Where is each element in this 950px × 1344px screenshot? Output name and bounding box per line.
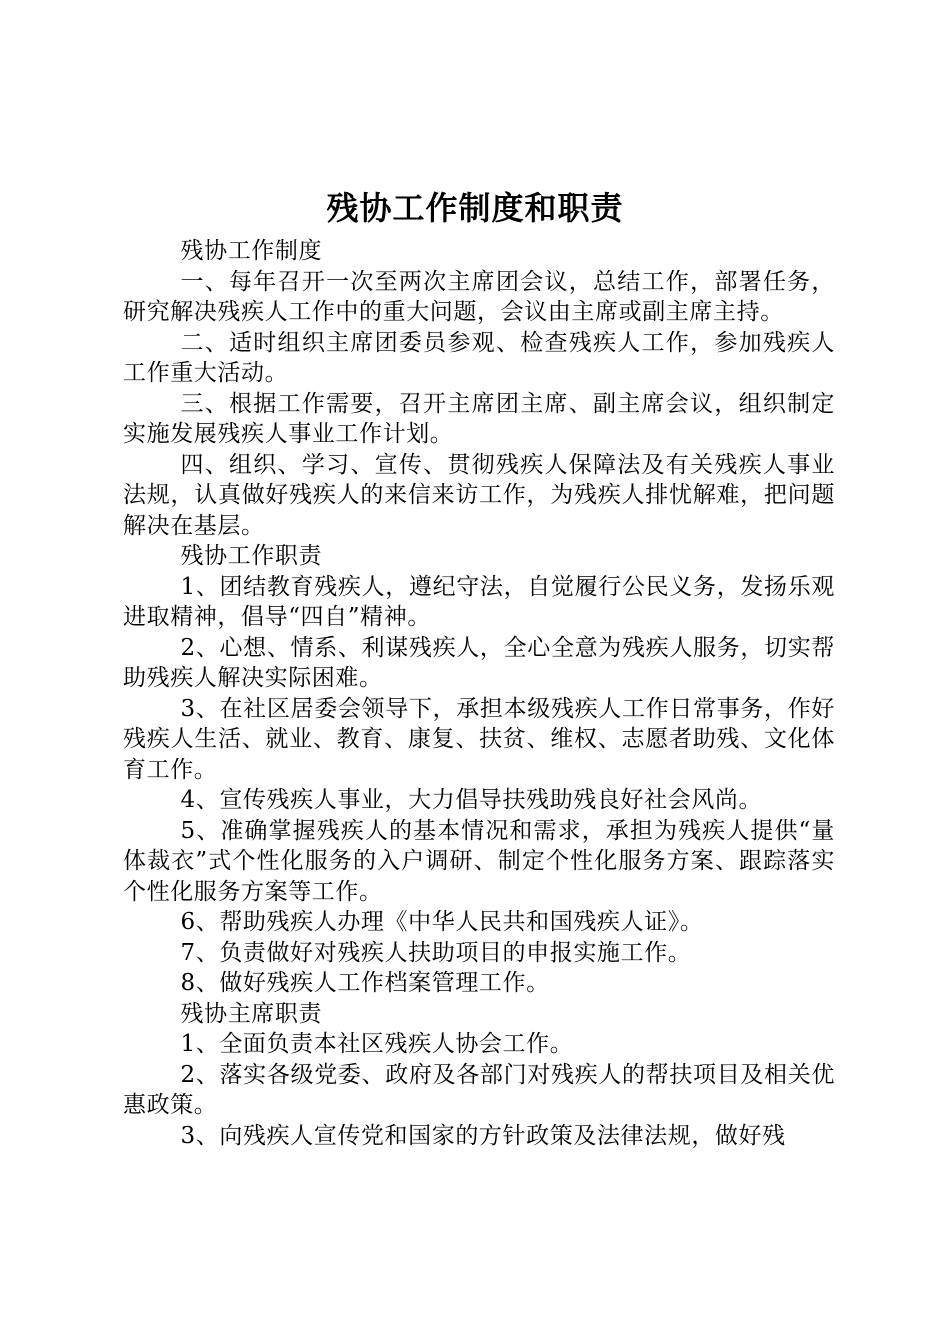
paragraph: 5、准确掌握残疾人的基本情况和需求，承担为残疾人提供“量体裁衣”式个性化服务的入户调研、制定个性化服务方案、跟踪落实个性化服务方案等工作。 <box>123 817 835 905</box>
paragraph: 2、心想、情系、利谋残疾人，全心全意为残疾人服务，切实帮助残疾人解决实际困难。 <box>123 634 835 691</box>
paragraph: 6、帮助残疾人办理《中华人民共和国残疾人证》。 <box>180 909 704 935</box>
paragraph: 四、组织、学习、宣传、贯彻残疾人保障法及有关残疾人事业法规，认真做好残疾人的来信来访工作，为残疾人排忧解难，把问题解决在基层。 <box>123 451 835 539</box>
paragraph: 一、每年召开一次至两次主席团会议，总结工作，部署任务，研究解决残疾人工作中的重大问题，会议由主席或副主席主持。 <box>123 268 835 325</box>
paragraph: 8、做好残疾人工作档案管理工作。 <box>180 970 550 996</box>
paragraph: 1、全面负责本社区残疾人协会工作。 <box>180 1031 574 1057</box>
paragraph: 3、在社区居委会领导下，承担本级残疾人工作日常事务，作好残疾人生活、就业、教育、康复、扶贫、维权、志愿者助残、文化体育工作。 <box>123 695 835 783</box>
paragraph: 4、宣传残疾人事业，大力倡导扶残助残良好社会风尚。 <box>180 787 763 813</box>
section-heading-work-duties: 残协工作职责 <box>180 543 323 569</box>
section-heading-work-system: 残协工作制度 <box>180 238 323 264</box>
paragraph: 7、负责做好对残疾人扶助项目的申报实施工作。 <box>180 939 692 966</box>
paragraph: 3、向残疾人宣传党和国家的方针政策及法律法规，做好残 <box>180 1122 786 1149</box>
paragraph: 1、团结教育残疾人，遵纪守法，自觉履行公民义务，发扬乐观进取精神，倡导“四自”精神。 <box>123 573 835 630</box>
paragraph: 2、落实各级党委、政府及各部门对残疾人的帮扶项目及相关优惠政策。 <box>123 1061 835 1118</box>
paragraph: 二、适时组织主席团委员参观、检查残疾人工作，参加残疾人工作重大活动。 <box>123 329 835 386</box>
document-title: 残协工作制度和职责 <box>326 189 624 227</box>
section-heading-chair-duties: 残协主席职责 <box>180 1000 323 1027</box>
document-body <box>123 236 835 1151</box>
paragraph: 三、根据工作需要，召开主席团主席、副主席会议，组织制定实施发展残疾人事业工作计划。 <box>123 390 835 447</box>
